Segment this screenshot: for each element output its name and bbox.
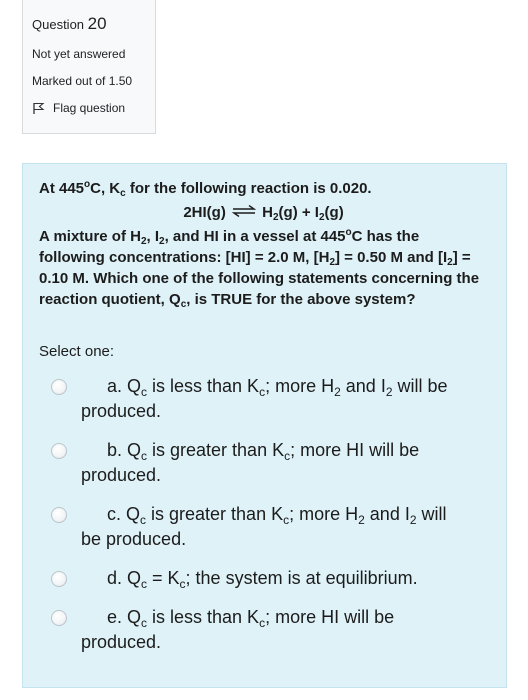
answer-option-a[interactable] (39, 374, 488, 424)
select-one-label: Select one: (39, 343, 115, 360)
equilibrium-arrows-icon (232, 202, 256, 223)
question-word: Question (32, 17, 85, 32)
question-paragraph: A mixture of $H_2$, $I_2$, and HI in a vessel at 445$^o$C has the following concentrations: [HI] = 2.0 M, $[H_2] = 0.50$ M and $[I_2] = 0.10$ M. Which one of the following statements concerning the reaction quotient, $Q_c$, is TRUE for the above system? (39, 227, 480, 310)
question-text-panel (22, 163, 507, 688)
question-line-1: At 445$^o$C, $K_c$ for the following reaction is 0.020. (39, 179, 372, 199)
answer-option-c[interactable] (39, 502, 488, 552)
question-stem (39, 178, 488, 310)
option-label: b. $Q_c$ is greater than $K_c$; more HI will be produced. (81, 440, 420, 485)
question-number: 20 (87, 14, 107, 33)
answer-option-d[interactable] (39, 566, 488, 591)
answer-option-b[interactable] (39, 438, 488, 488)
flag-label: Flag question (53, 101, 126, 115)
flag-icon (32, 102, 45, 115)
option-label: d. $Q_c = K_c$; the system is at equilibrium. (107, 568, 418, 591)
answer-option-e[interactable] (39, 605, 488, 655)
reaction-equation: 2HI(g) $H_2(g) + I_2(g)$ (183, 204, 344, 223)
question-title (32, 14, 155, 34)
option-label: c. $Q_c$ is greater than $K_c$; more $H_2$ and $I_2$ will be produced. (81, 504, 447, 549)
question-marks: Marked out of 1.50 (32, 74, 133, 88)
answer-status: Not yet answered (32, 47, 126, 61)
flag-question-link[interactable] (32, 101, 155, 115)
option-label: a. $Q_c$ is less than $K_c$; more $H_2$ and $I_2$ will be produced. (81, 376, 448, 421)
question-info-panel (22, 0, 156, 134)
option-label: e. $Q_c$ is less than $K_c$; more HI will be produced. (81, 607, 395, 652)
